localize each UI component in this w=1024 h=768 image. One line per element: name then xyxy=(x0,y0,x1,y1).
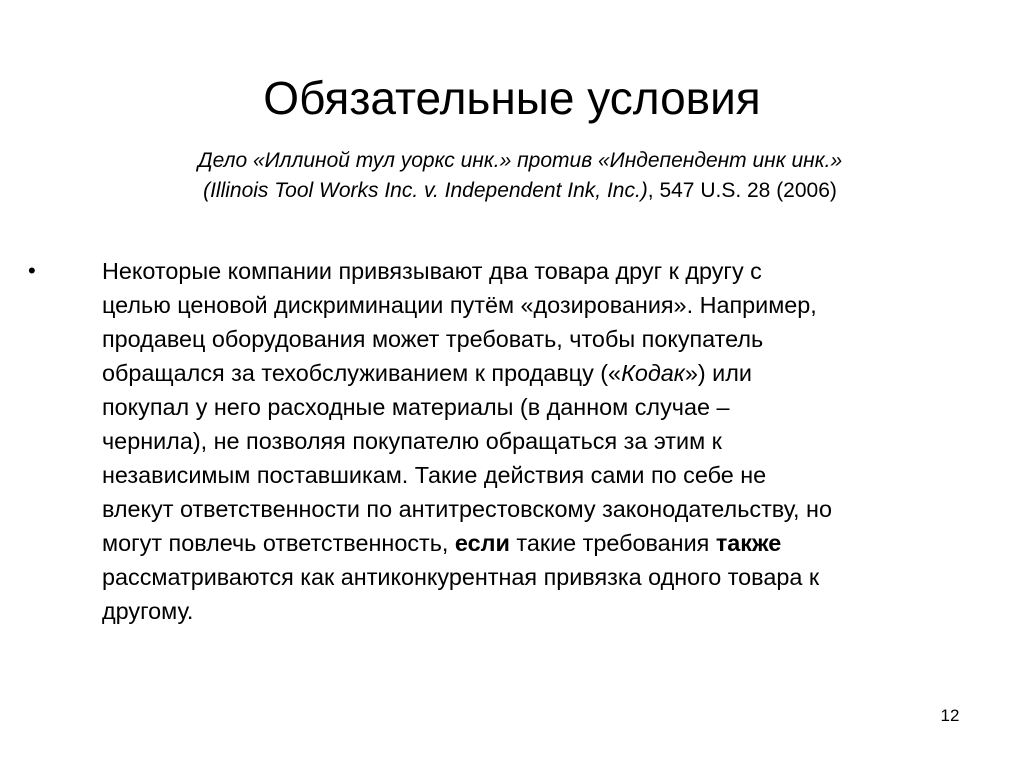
bullet-line: целью ценовой дискриминации путём «дозирования». Например, xyxy=(102,292,817,318)
bullet-segment: обращался за техобслуживанием к продавцу (« xyxy=(102,360,622,386)
bullet-line: продавец оборудования может требовать, чтобы покупатель xyxy=(102,326,764,352)
bullet-line: другому. xyxy=(102,598,194,624)
bullet-icon: • xyxy=(28,258,36,283)
bullet-line: рассматриваются как антиконкурентная привязка одного товара к xyxy=(102,564,820,590)
case-citation-english: (Illinois Tool Works Inc. v. Independent Ink, Inc.) xyxy=(203,179,648,202)
bullet-line: Некоторые компании привязывают два товара друг к другу с xyxy=(102,258,762,284)
bullet-line: независимым поставшикам. Такие действия сами по себе не xyxy=(102,462,767,488)
case-citation-line-1: Дело «Иллиной тул уоркс инк.» против «Индепендент инк инк.» xyxy=(197,149,843,172)
bullet-segment: такие требования xyxy=(509,530,716,556)
page-number: 12 xyxy=(940,706,960,725)
case-citation-reporter: , 547 U.S. 28 (2006) xyxy=(647,179,837,202)
bullet-line: влекут ответственности по антитрестовскому законодательству, но xyxy=(102,496,832,522)
case-citation-line-2 xyxy=(0,176,1024,206)
bullet-line xyxy=(102,356,1002,390)
bullet-text xyxy=(102,254,1002,628)
bullet-line: чернила), не позволяя покупателю обращаться за этим к xyxy=(102,428,722,454)
also-emphasis: также xyxy=(715,530,782,556)
if-emphasis: если xyxy=(454,530,510,556)
case-citation xyxy=(0,146,1024,206)
bullet-segment: могут повлечь ответственность, xyxy=(102,530,455,556)
slide-title: Обязательные условия xyxy=(263,72,761,124)
kodak-emphasis: Кодак xyxy=(621,360,685,386)
bullet-line xyxy=(102,526,1002,560)
bullet-segment: ») или xyxy=(684,360,752,386)
bullet-line: покупал у него расходные материалы (в данном случае – xyxy=(102,394,730,420)
